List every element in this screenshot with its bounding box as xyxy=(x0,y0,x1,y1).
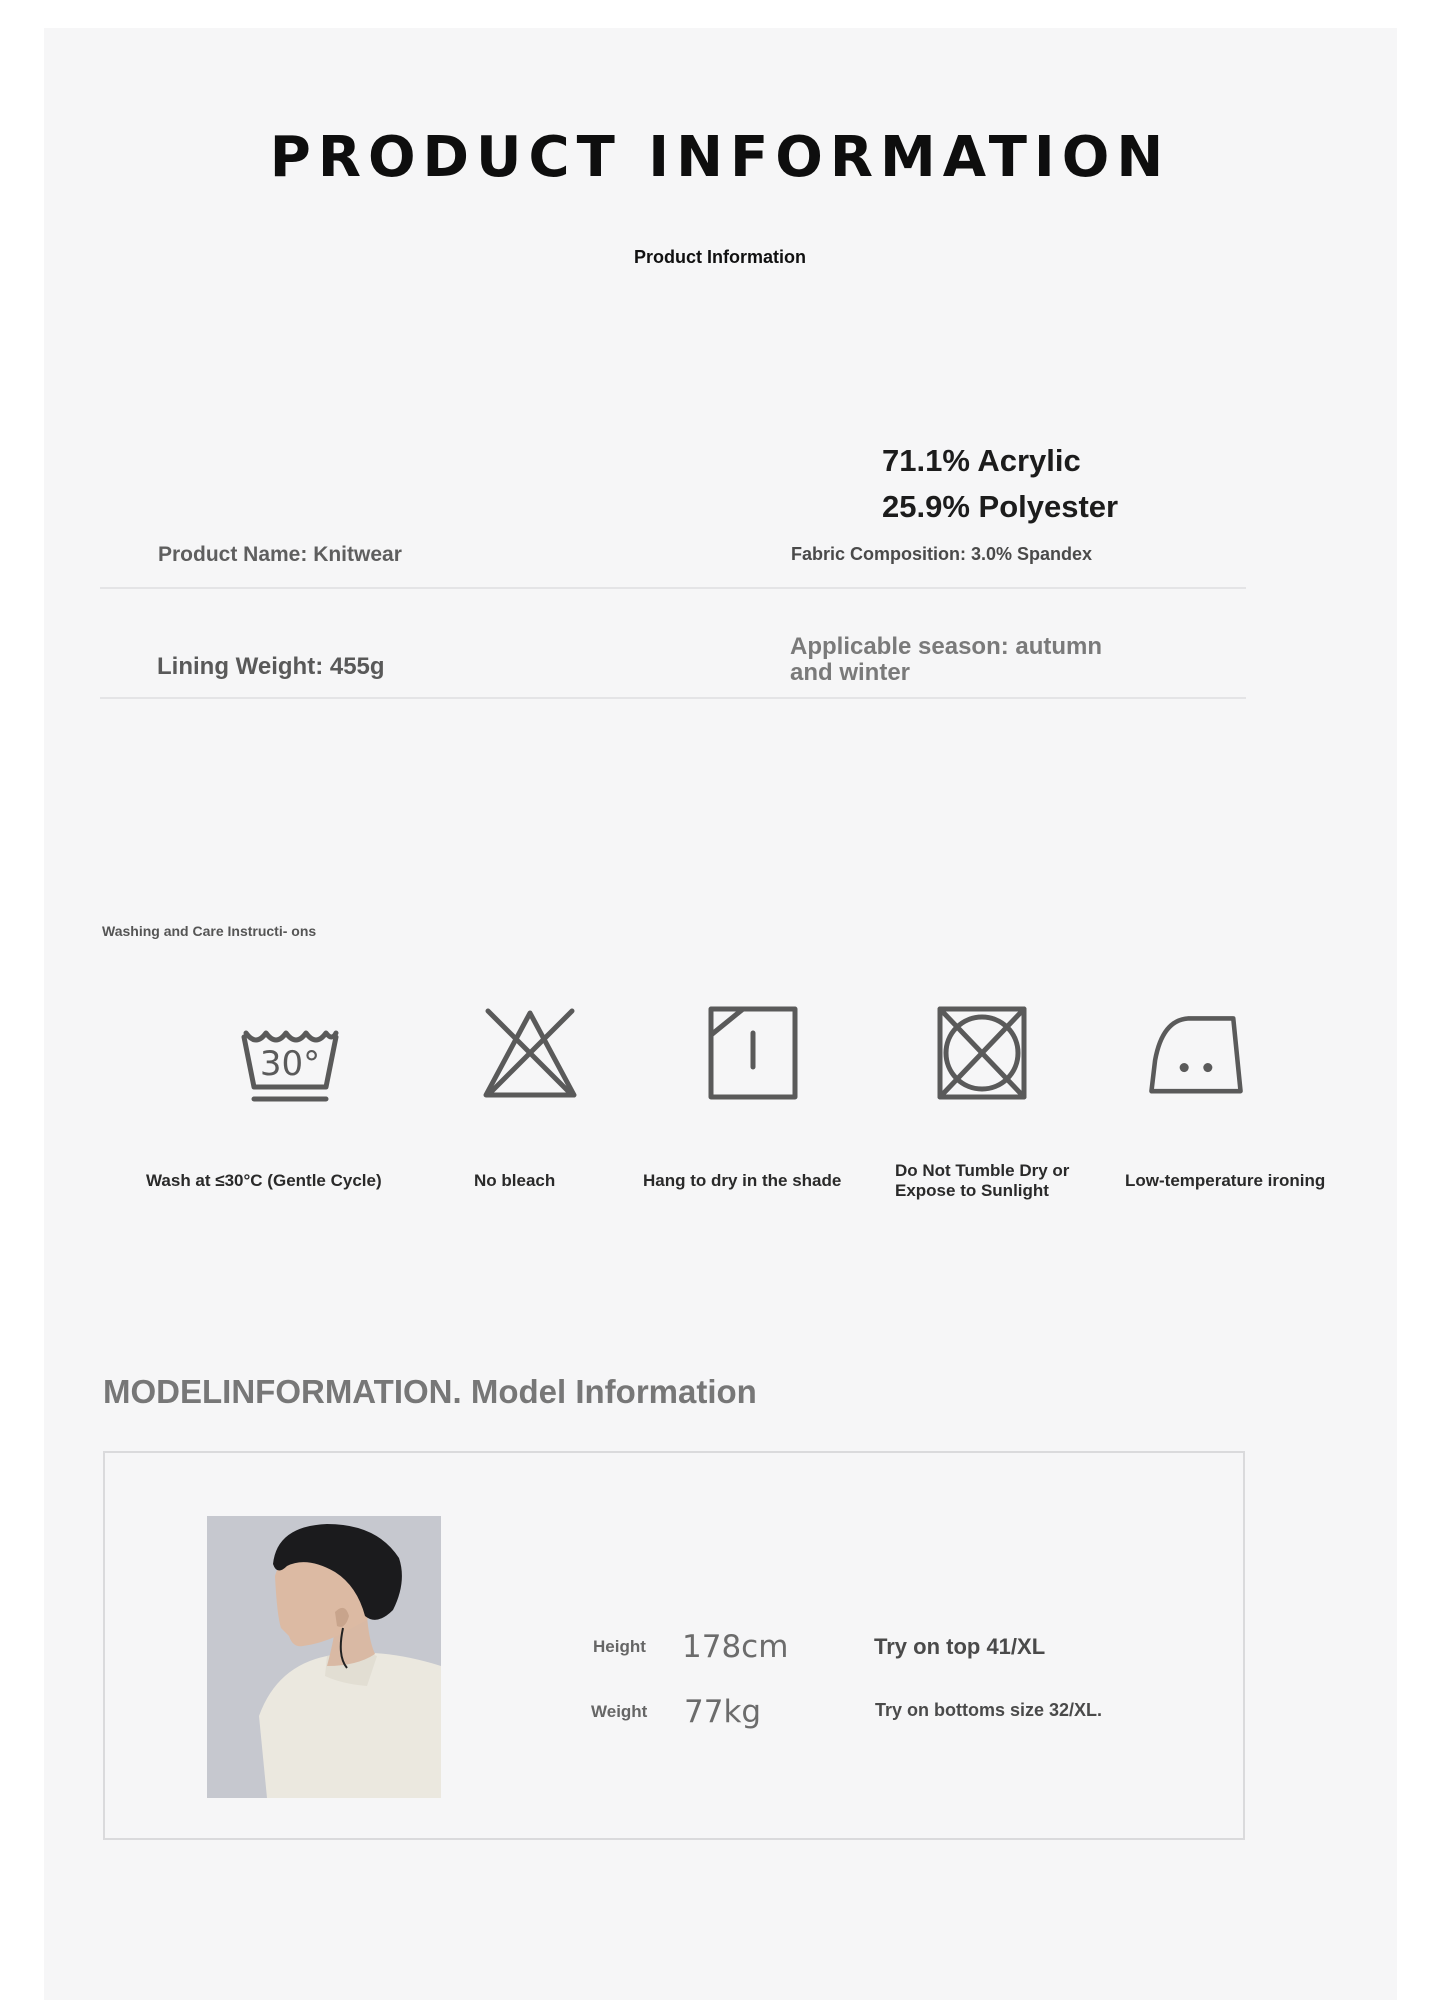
top-size: Try on top 41/XL xyxy=(874,1634,1046,1659)
weight-label: Weight xyxy=(591,1702,648,1721)
no-tumble-dry-icon xyxy=(932,1003,1032,1103)
lining-weight: Lining Weight: 455g xyxy=(157,653,385,680)
wash-30-icon xyxy=(240,1003,340,1103)
fabric-line-acrylic: 71.1% Acrylic xyxy=(882,443,1081,478)
model-photo xyxy=(207,1516,441,1798)
product-name: Product Name: Knitwear xyxy=(158,543,402,566)
care-label-shade-dry: Hang to dry in the shade xyxy=(643,1171,842,1190)
fabric-line-polyester: 25.9% Polyester xyxy=(882,489,1119,524)
care-label-ironing: Low-temperature ironing xyxy=(1125,1171,1326,1190)
page-subtitle: Product Information xyxy=(634,247,806,267)
care-label-bleach: No bleach xyxy=(474,1171,556,1190)
row-divider xyxy=(100,587,1246,589)
dry-in-shade-icon xyxy=(703,1003,803,1103)
low-temp-iron-icon xyxy=(1146,1003,1246,1103)
care-heading: Washing and Care Instructi- ons xyxy=(102,923,317,939)
no-bleach-icon xyxy=(480,1003,580,1103)
svg-text:30°: 30° xyxy=(259,1044,321,1084)
care-label-tumble-dry: Do Not Tumble Dry or Expose to Sunlight xyxy=(895,1161,1070,1200)
weight-value: 77kg xyxy=(684,1694,762,1730)
applicable-season: Applicable season: autumn and winter xyxy=(790,633,1103,686)
bottom-size: Try on bottoms size 32/XL. xyxy=(875,1700,1103,1720)
height-value: 178cm xyxy=(682,1629,789,1665)
model-heading: MODELINFORMATION. Model Information xyxy=(103,1373,757,1410)
care-label-wash: Wash at ≤30°C (Gentle Cycle) xyxy=(146,1171,382,1190)
row-divider xyxy=(100,697,1246,699)
page-title: PRODUCT INFORMATION xyxy=(269,125,1171,190)
fabric-composition: Fabric Composition: 3.0% Spandex xyxy=(791,544,1093,564)
height-label: Height xyxy=(593,1637,646,1656)
